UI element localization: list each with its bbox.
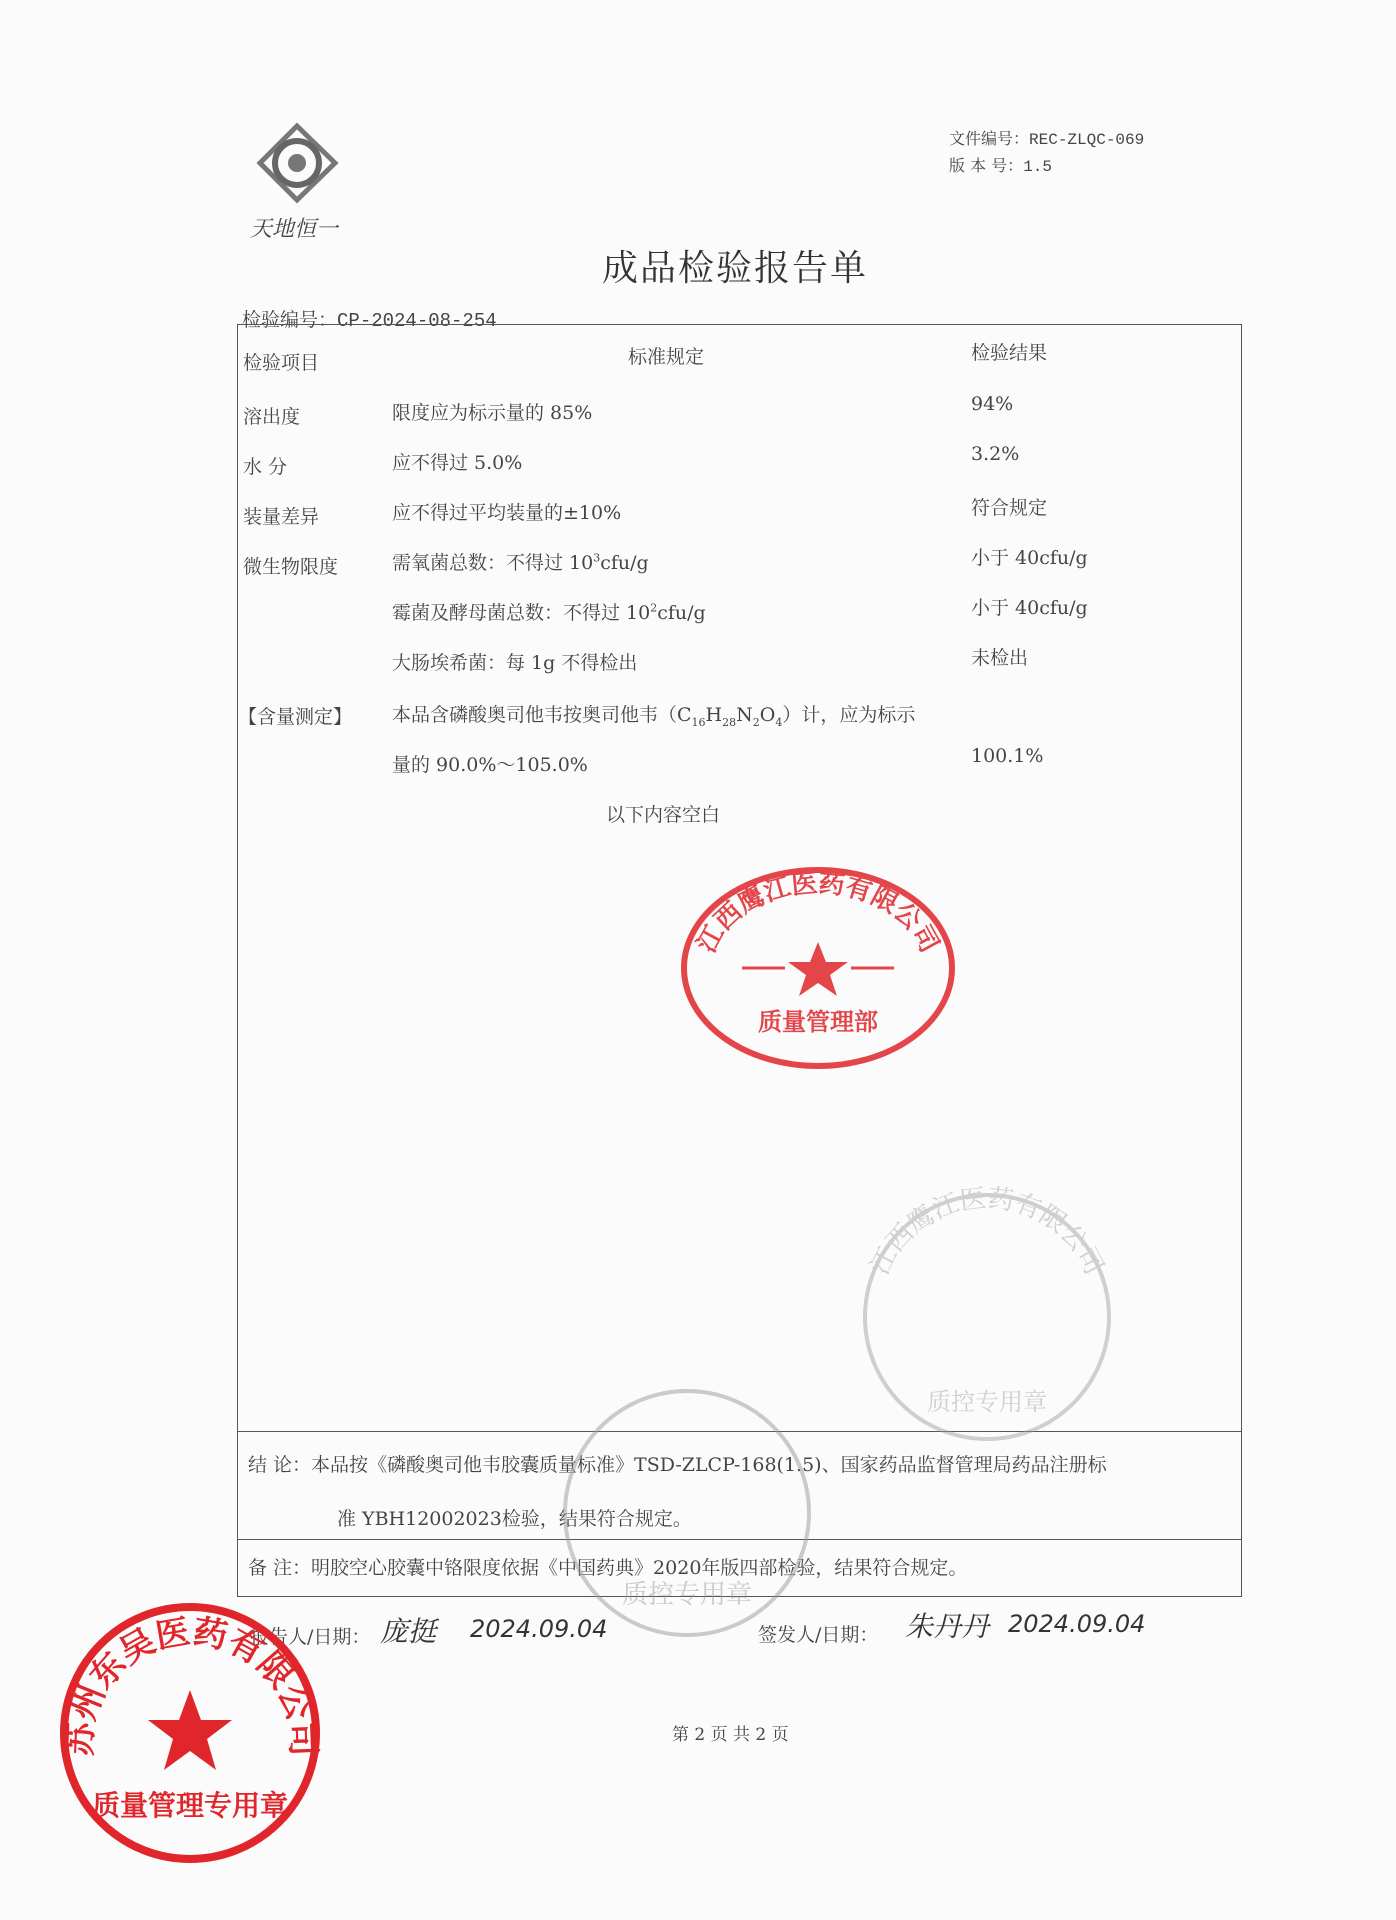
logo-text: 天地恒一 xyxy=(250,217,339,242)
row-result: 94% xyxy=(971,393,1014,415)
row-result: 未检出 xyxy=(971,647,1029,669)
assay-result: 100.1% xyxy=(971,745,1044,767)
logo-spiral-icon xyxy=(250,118,345,208)
version-number xyxy=(949,153,1052,176)
row-standard: 需氧菌总数：不得过 $10^3cfu/g$ xyxy=(392,551,649,574)
conclusion-line2: 准 YBH12002023检验，结果符合规定。 xyxy=(337,1508,692,1530)
row-standard: 应不得过平均装量的±10% xyxy=(392,502,622,524)
assay-item: 【含量测定】 xyxy=(238,706,353,728)
header-standard: 标准规定 xyxy=(628,346,705,368)
conclusion-line1: 结 论：本品按《磷酸奥司他韦胶囊质量标准》TSD-ZLCP-168(1.5)、国家药品监督管理局药品注册标 xyxy=(248,1454,1107,1476)
row-item: 微生物限度 xyxy=(243,556,339,578)
row-standard: 大肠埃希菌：每 1g 不得检出 xyxy=(392,652,638,674)
doc-no-label: 文件编号： xyxy=(949,129,1030,148)
remark: 备 注：明胶空心胶囊中铬限度依据《中国药典》2020年版四部检验，结果符合规定。 xyxy=(248,1557,968,1579)
svg-text:质量管理部: 质量管理部 xyxy=(758,1007,878,1036)
row-item: 水 分 xyxy=(243,456,288,478)
row-result: 小于 40cfu/g xyxy=(971,597,1088,619)
report-no-value: CP-2024-08-254 xyxy=(337,310,497,332)
header-item: 检验项目 xyxy=(243,352,320,374)
assay-standard-line2: 量的 90.0%～105.0% xyxy=(392,754,588,776)
report-no-label: 检验编号： xyxy=(242,309,338,331)
issuer-signature: 朱丹丹 xyxy=(905,1610,990,1643)
svg-text:质控专用章: 质控专用章 xyxy=(621,1580,753,1610)
issuer-date: 2024.09.04 xyxy=(1008,1610,1146,1638)
row-result: 小于 40cfu/g xyxy=(971,547,1088,569)
company-logo xyxy=(250,118,345,242)
document-number xyxy=(949,126,1144,149)
issuer-label: 签发人/日期： xyxy=(758,1624,879,1646)
assay-standard-line1: 本品含磷酸奥司他韦按奥司他韦$(C_{16}H_{28}N_2O_4)$计，应为标示 xyxy=(392,704,916,729)
doc-no-value: REC-ZLQC-069 xyxy=(1029,131,1145,149)
page-title: 成品检验报告单 xyxy=(601,248,868,289)
row-result: 符合规定 xyxy=(971,497,1048,519)
reporter-signature: 庞挺 xyxy=(380,1615,437,1648)
row-standard: 限度应为标示量的 85% xyxy=(392,402,593,424)
svg-text:苏州东吴医药有限公司: 苏州东吴医药有限公司 xyxy=(59,1611,324,1758)
svg-text:质控专用章: 质控专用章 xyxy=(927,1388,1047,1416)
header-result: 检验结果 xyxy=(971,342,1048,364)
row-item: 装量差异 xyxy=(243,506,320,528)
reporter-label: 报告人/日期： xyxy=(250,1626,371,1648)
row-standard: 应不得过 5.0% xyxy=(392,452,523,474)
row-item: 溶出度 xyxy=(243,406,301,428)
version-label: 版 本 号： xyxy=(949,156,1024,175)
page-number: 第 2 页 共 2 页 xyxy=(672,1725,789,1745)
svg-text:江西鹰江医药有限公司: 江西鹰江医药有限公司 xyxy=(691,868,945,958)
version-value: 1.5 xyxy=(1023,158,1052,176)
inspection-table xyxy=(237,324,1242,1432)
svg-text:江西鹰江医药有限公司: 江西鹰江医药有限公司 xyxy=(865,1183,1109,1280)
reporter-date: 2024.09.04 xyxy=(470,1615,608,1643)
blank-note: 以下内容空白 xyxy=(606,804,721,826)
row-result: 3.2% xyxy=(971,443,1020,465)
svg-text:质量管理专用章: 质量管理专用章 xyxy=(91,1789,289,1822)
row-standard: 霉菌及酵母菌总数：不得过 $10^2cfu/g$ xyxy=(392,601,706,624)
